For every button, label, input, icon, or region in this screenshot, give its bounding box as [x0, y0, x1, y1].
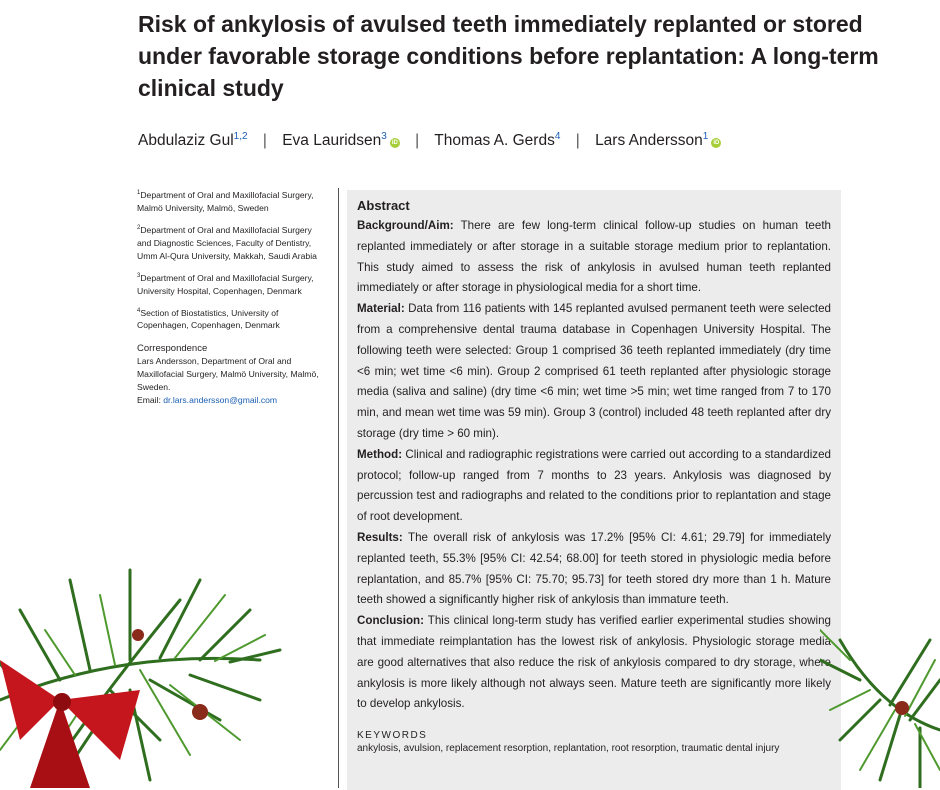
correspondence-email: Email: dr.lars.andersson@gmail.com — [137, 395, 278, 406]
abstract-section: Method: Clinical and radiographic registrations were carried out according to a standardized protocol; follow-up ranged from 7 months to 23 years. Ankylosis was diagnosed by percussion test and radiographs and related to the conditions prior to replantation and stage of root development. — [357, 447, 831, 524]
abstract-section: Background/Aim: There are few long-term clinical follow-up studies on human teeth replanted immediately or after storage in a suitable storage medium prior to replantation. This study aimed to assess the risk of ankylosis in avulsed human teeth replanted immediately or after storage in physiological media for a short time. — [357, 219, 831, 295]
author-name[interactable]: Abdulaziz Gul — [138, 132, 234, 149]
author-affiliation-ref[interactable]: 1,2 — [233, 131, 248, 142]
abstract-heading: Abstract — [357, 198, 410, 213]
author-separator: | — [262, 132, 267, 149]
author-affiliation-ref[interactable]: 3 — [381, 131, 387, 142]
keywords-list: ankylosis, avulsion, replacement resorption, replantation, root resorption, traumatic dental injury — [357, 743, 780, 755]
orcid-icon[interactable]: iD — [713, 140, 720, 146]
correspondence-text: Lars Andersson, Department of Oral and Maxillofacial Surgery, Malmö University, Malmö, Sweden. — [137, 356, 319, 393]
orcid-icon[interactable]: iD — [391, 140, 398, 146]
affiliation: $^2$Department of Oral and Maxillofacial Surgery and Diagnostic Sciences, Faculty of Dentistry, Umm Al-Qura University, Makkah, Saudi Arabia — [137, 224, 317, 261]
author-name[interactable]: Thomas A. Gerds — [434, 132, 555, 149]
affiliation: $^4$Section of Biostatistics, University of Copenhagen, Copenhagen, Denmark — [137, 307, 280, 331]
abstract-section: Conclusion: This clinical long-term study has verified earlier experimental studies showing that immediate reimplantation has the lowest risk of ankylosis. Physiologic storage media are good alternatives that also reduce the risk of ankylosis compared to dry storage, where ankylosis is more likely although not always seen. Mature teeth are significantly more likely to develop ankylosis. — [357, 614, 832, 711]
pine-branch-decoration-left — [0, 540, 290, 788]
abstract-section: Results: The overall risk of ankylosis was 17.2% [95% CI: 4.61; 29.79] for immediately replanted teeth, 55.3% [95% CI: 42.54; 68.00] for teeth stored in physiologic media before replantation, and 85.7% [95% CI: 75.70; 95.73] for teeth stored dry more than 1 h. Mature teeth showed a significantly higher risk of ankylosis than immature teeth. — [357, 530, 831, 607]
author-separator: | — [415, 132, 420, 149]
column-divider — [338, 188, 339, 788]
abstract-section: Material: Data from 116 patients with 145 replanted avulsed permanent teeth were selected from a comprehensive dental trauma database in Copenhagen University Hospital. The following teeth were selected: Group 1 comprised 36 teeth replanted immediately (dry time <6 min; wet time <6 min). Group 2 comprised 61 teeth replanted after physiologic storage media (saliva and saline) (dry time <6 min; wet time >5 min; wet time ranged from 7 to 170 min, and mean wet time was 59 min). Group 3 (control) included 48 teeth replanted after dry storage (dry time > 60 min). — [357, 302, 831, 440]
correspondence-heading: Correspondence — [137, 343, 208, 355]
affiliations-column — [137, 187, 327, 407]
author-affiliation-ref[interactable]: 4 — [554, 131, 561, 142]
author-affiliation-ref[interactable]: 1 — [702, 131, 709, 142]
keywords-heading: KEYWORDS — [357, 730, 428, 742]
abstract-box — [347, 190, 841, 790]
affiliation: $^3$Department of Oral and Maxillofacial Surgery, University Hospital, Copenhagen, Denmark — [137, 272, 314, 296]
author-separator: | — [575, 132, 580, 149]
author-name[interactable]: Lars Andersson — [595, 132, 703, 149]
author-list — [138, 131, 721, 150]
email-link[interactable]: dr.lars.andersson@gmail.com — [163, 395, 278, 406]
paper-title: Risk of ankylosis of avulsed teeth immediately replanted or stored under favorable storage conditions before replantation: A long-term clinical study — [138, 11, 879, 101]
affiliation: $^1$Department of Oral and Maxillofacial Surgery, Malmö University, Malmö, Sweden — [137, 189, 314, 213]
author-name[interactable]: Eva Lauridsen — [282, 132, 382, 149]
